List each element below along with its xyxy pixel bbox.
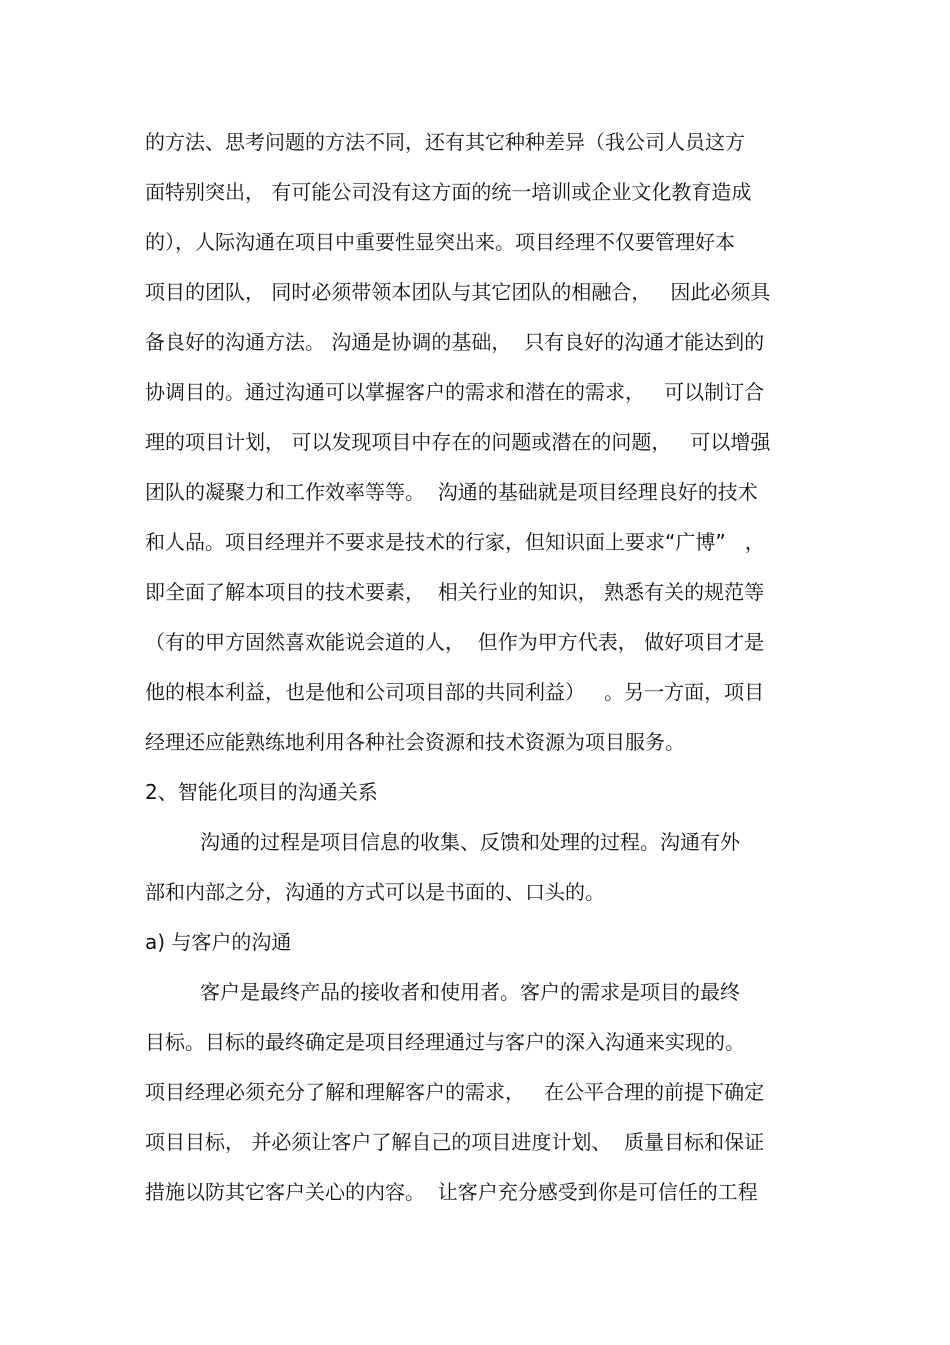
text-line: 即全面了解本项目的技术要素， 相关行业的知识， 熟悉有关的规范等 bbox=[145, 580, 765, 604]
text-line: 他的根本利益，也是他和公司项目部的共同利益） 。另一方面，项目 bbox=[145, 680, 765, 704]
text-line: 团队的凝聚力和工作效率等等。 沟通的基础就是项目经理良好的技术 bbox=[145, 480, 758, 504]
section-heading: 2、智能化项目的沟通关系 bbox=[145, 780, 378, 804]
text-line: 项目经理必须充分了解和理解客户的需求， 在公平合理的前提下确定 bbox=[145, 1080, 765, 1104]
text-line: 目标。目标的最终确定是项目经理通过与客户的深入沟通来实现的。 bbox=[145, 1030, 745, 1054]
text-line: 措施以防其它客户关心的内容。 让客户充分感受到你是可信任的工程 bbox=[145, 1180, 758, 1204]
text-line: （有的甲方固然喜欢能说会道的人， 但作为甲方代表， 做好项目才是 bbox=[145, 630, 765, 654]
text-line: 面特别突出， 有可能公司没有这方面的统一培训或企业文化教育造成 bbox=[145, 180, 752, 204]
text-line: 和人品。项目经理并不要求是技术的行家，但知识面上要求“广博” ， bbox=[145, 530, 765, 554]
text-line: 沟通的过程是项目信息的收集、反馈和处理的过程。沟通有外 bbox=[200, 830, 740, 854]
text-line: 项目的团队， 同时必须带领本团队与其它团队的相融合， 因此必须具 bbox=[145, 280, 771, 304]
text-line: 的），人际沟通在项目中重要性显突出来。项目经理不仅要管理好本 bbox=[145, 230, 735, 254]
text-line: 部和内部之分，沟通的方式可以是书面的、口头的。 bbox=[145, 880, 605, 904]
text-line: 客户是最终产品的接收者和使用者。客户的需求是项目的最终 bbox=[200, 980, 740, 1004]
text-line: 理的项目计划， 可以发现项目中存在的问题或潜在的问题， 可以增强 bbox=[145, 430, 771, 454]
text-line: 的方法、思考问题的方法不同，还有其它种种差异（我公司人员这方 bbox=[145, 130, 745, 154]
text-line: 备良好的沟通方法。 沟通是协调的基础， 只有良好的沟通才能达到的 bbox=[145, 330, 765, 354]
text-line: 经理还应能熟练地利用各种社会资源和技术资源为项目服务。 bbox=[145, 730, 685, 754]
text-line: 协调目的。通过沟通可以掌握客户的需求和潜在的需求， 可以制订合 bbox=[145, 380, 765, 404]
subsection-heading: a) 与客户的沟通 bbox=[145, 930, 292, 954]
text-line: 项目目标， 并必须让客户了解自己的项目进度计划、 质量目标和保证 bbox=[145, 1130, 765, 1154]
